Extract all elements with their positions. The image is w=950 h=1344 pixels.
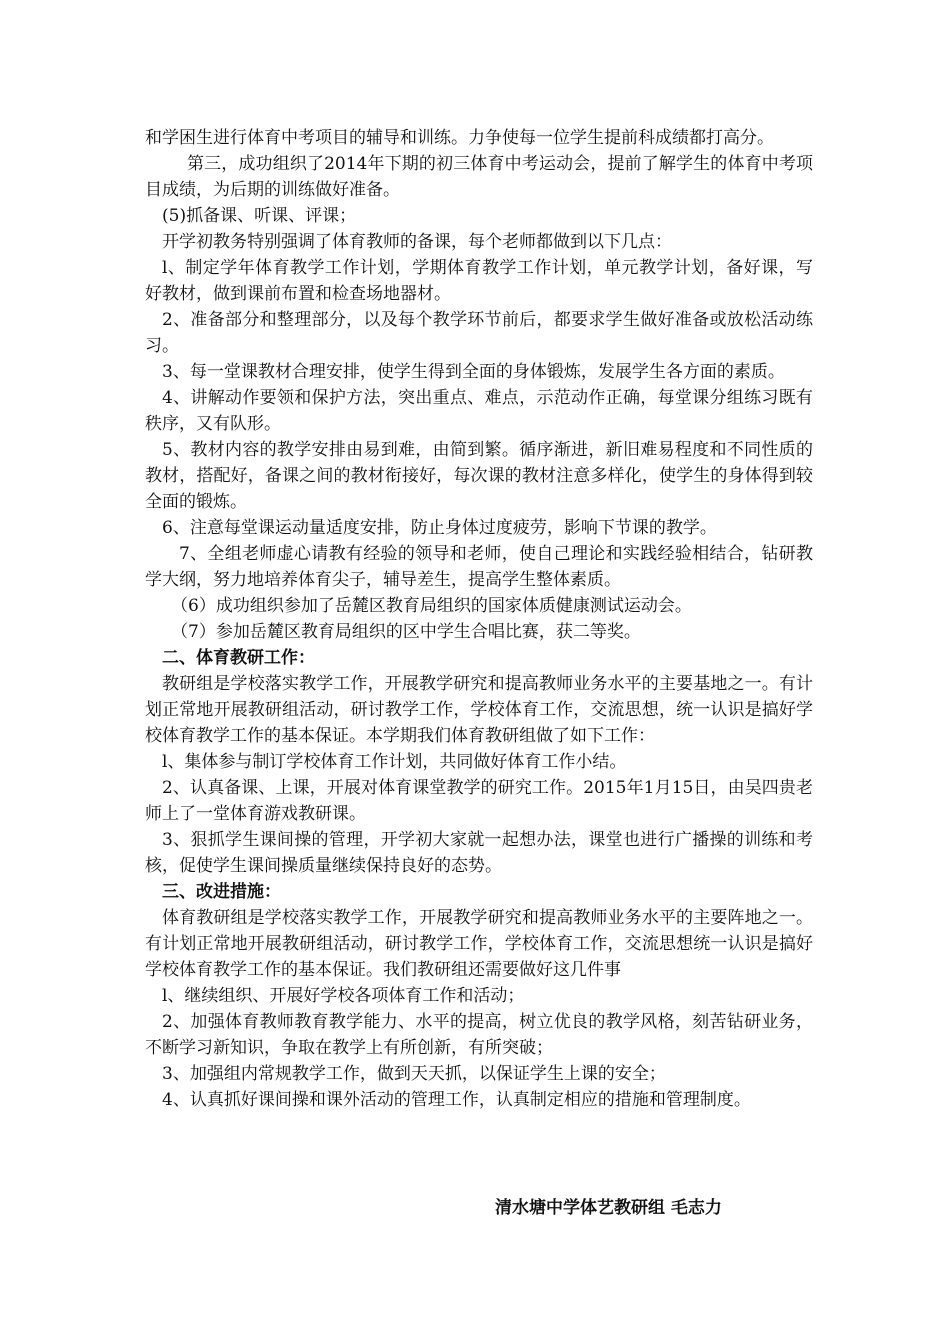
improvement-item-2: 2、加强体育教师教育教学能力、水平的提高，树立优良的教学风格，刻苦钻研业务，不断学习新知识，争取在教学上有所创新，有所突破； xyxy=(145,1012,813,1058)
document-body xyxy=(145,125,813,1113)
section-heading-improvements: 三、改进措施： xyxy=(162,882,281,902)
list-item-5: 5、教材内容的教学安排由易到难，由简到繁。循序渐进，新旧难易程度和不同性质的教材，搭配好，备课之间的教材衔接好，每次课的教材注意多样化，使学生的身体得到较全面的锻炼。 xyxy=(145,440,813,512)
paragraph-research-intro: 教研组是学校落实教学工作，开展教学研究和提高教师业务水平的主要基地之一。有计划正常地开展教研组活动，研讨教学工作，学校体育工作，交流思想，统一认识是搞好学校体育教学工作的基本保证。本学期我们体育教研组做了如下工作： xyxy=(145,674,813,746)
paragraph-intro-continuation: 和学困生进行体育中考项目的辅导和训练。力争使每一位学生提前科成绩都打高分。 xyxy=(145,128,774,148)
list-item-4: 4、讲解动作要领和保护方法，突出重点、难点，示范动作正确，每堂课分组练习既有秩序，又有队形。 xyxy=(145,388,813,434)
list-item-3: 3、每一堂课教材合理安排，使学生得到全面的身体锻炼，发展学生各方面的素质。 xyxy=(162,362,785,382)
improvement-item-4: 4、认真抓好课间操和课外活动的管理工作，认真制定相应的措施和管理制度。 xyxy=(162,1090,751,1110)
research-item-2: 2、认真备课、上课，开展对体育课堂教学的研究工作。2015年1月15日，由吴四贵老师上了一堂体育游戏教研课。 xyxy=(145,778,813,824)
list-item-2: 2、准备部分和整理部分，以及每个教学环节前后，都要求学生做好准备或放松活动练习。 xyxy=(145,310,813,356)
paragraph-item-6: （6）成功组织参加了岳麓区教育局组织的国家体质健康测试运动会。 xyxy=(171,596,692,616)
paragraph-lesson-prep-title: (5)抓备课、听课、评课； xyxy=(162,206,357,226)
research-item-1: l、集体参与制订学校体育工作计划，共同做好体育工作小结。 xyxy=(162,752,627,772)
paragraph-improvements-intro: 体育教研组是学校落实教学工作，开展教学研究和提高教师业务水平的主要阵地之一。有计划正常地开展教研组活动，研讨教学工作，学校体育工作，交流思想统一认识是搞好学校体育教学工作的基本保证。我们教研组还需要做好这几件事 xyxy=(145,908,813,980)
paragraph-third-point: 第三，成功组织了2014年下期的初三体育中考运动会，提前了解学生的体育中考项目成绩，为后期的训练做好准备。 xyxy=(145,154,813,200)
signature: 清水塘中学体艺教研组 毛志力 xyxy=(495,1198,722,1218)
section-heading-teaching-research: 二、体育教研工作： xyxy=(162,648,315,668)
list-item-6: 6、注意每堂课运动量适度安排，防止身体过度疲劳，影响下节课的教学。 xyxy=(162,518,717,538)
list-item-1: l、制定学年体育教学工作计划，学期体育教学工作计划，单元教学计划，备好课，写好教材，做到课前布置和检查场地器材。 xyxy=(145,258,813,304)
improvement-item-1: l、继续组织、开展好学校各项体育工作和活动； xyxy=(162,986,525,1006)
list-item-7: 7、全组老师虚心请教有经验的领导和老师，使自己理论和实践经验相结合，钻研教学大纲，努力地培养体育尖子，辅导差生，提高学生整体素质。 xyxy=(145,544,813,590)
paragraph-lesson-prep-intro: 开学初教务特别强调了体育教师的备课，每个老师都做到以下几点： xyxy=(162,232,672,252)
improvement-item-3: 3、加强组内常规教学工作，做到天天抓，以保证学生上课的安全； xyxy=(162,1064,666,1084)
paragraph-item-7: （7）参加岳麓区教育局组织的区中学生合唱比赛，获二等奖。 xyxy=(171,622,641,642)
research-item-3: 3、狠抓学生课间操的管理，开学初大家就一起想办法，课堂也进行广播操的训练和考核，促使学生课间操质量继续保持良好的态势。 xyxy=(145,830,813,876)
